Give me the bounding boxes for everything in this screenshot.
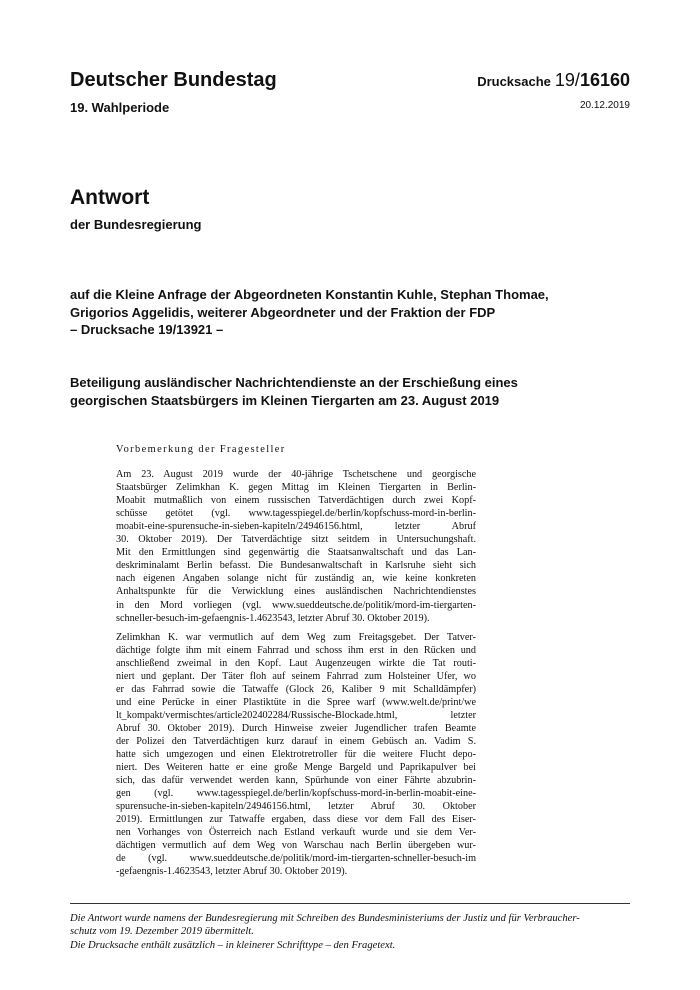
paragraph-line: dächtige folgte ihm mit einem Fahrrad und schoss ihm erst in den Rücken und	[116, 644, 476, 656]
paragraph-line: nen Vorhanges von Österreich nach Estland verkauft wurde und sie dem Ver-	[116, 827, 476, 839]
paragraph-line: Anhaltspunkte für die Verwicklung eines ausländischen Nachrichtendienstes	[116, 586, 476, 598]
legislative-period: 19. Wahlperiode	[70, 100, 170, 115]
paragraph-line: hatte sich umgezogen und einen Elektrotretroller für die weitere Flucht depo-	[116, 749, 476, 761]
paragraph-line: de (vgl. www.sueddeutsche.de/politik/mord-im-tiergarten-schneller-besuch-im	[116, 853, 476, 865]
header-left	[70, 68, 277, 116]
paragraph-line: Moabit mutmaßlich von einem russischen Tatverdächtigen durch zwei Kopf-	[116, 495, 476, 507]
paragraph-line: Abruf 30. Oktober 2019). Durch Hinweise zweier Jugendlicher trafen Beamte	[116, 722, 476, 734]
paragraph-line: der Polizei den Tatverdächtigen kurz darauf in einem Gebüsch an. Vadim S.	[116, 735, 476, 747]
paragraph-line: spurensuche-in-sieben-kapiteln/24946156.html, letzter Abruf 30. Oktober	[116, 801, 476, 813]
paragraph-line: gen (vgl. www.tagesspiegel.de/berlin/kopfschuss-mord-in-berlin-moabit-eine-	[116, 788, 476, 800]
paragraph-line: -gefaengnis-1.4623543, letzter Abruf 30. Oktober 2019).	[116, 866, 348, 878]
paragraph-line: sich, das dafür verwendet werden kann, Spürhunde von einer Fährte abzubrin-	[116, 775, 476, 787]
paragraph-1	[116, 468, 476, 625]
paragraph-line: anschließend zweimal in den Kopf. Laut Augenzeugen wirkte die Tat routi-	[116, 657, 476, 669]
preliminary-remarks	[116, 443, 476, 885]
paragraph-line: Mit den Ermittlungen sind gegenwärtig die Staatsanwaltschaft und das Lan-	[116, 547, 476, 559]
paragraph-line: lt_kompakt/vermischtes/article202402284/Russische-Blockade.html, letzter	[116, 709, 476, 721]
paragraph-line: 2019). Ermittlungen zur Tatwaffe ergaben, dass diese vor dem Fall des Eiser-	[116, 814, 476, 826]
footer-line: Die Drucksache enthält zusätzlich – in kleinerer Schrifttype – den Fragetext.	[70, 940, 396, 951]
anfrage-reference	[70, 286, 640, 339]
paragraph-line: Staatsbürger Zelimkhan K. gegen Mittag im Kleinen Tiergarten in Berlin-	[116, 482, 476, 494]
drucksache-line	[477, 70, 630, 92]
paragraph-line: niert. Des Weiteren hatte er eine große Menge Bargeld und Paprikapulver bei	[116, 762, 476, 774]
anfrage-line: Grigorios Aggelidis, weiterer Abgeordneter und der Fraktion der FDP	[70, 304, 496, 320]
paragraph-line: schneller-besuch-im-gefaengnis-1.4623543, letzter Abruf 30. Oktober 2019).	[116, 612, 430, 624]
footer-line: schutz vom 19. Dezember 2019 übermittelt.	[70, 926, 254, 937]
paragraph-line: 30. Oktober 2019). Der Tatverdächtige sitzt seitdem in Untersuchungshaft.	[116, 534, 476, 546]
drucksache-number: 16160	[579, 70, 630, 90]
footer-note	[70, 912, 630, 952]
section-heading: Vorbemerkung der Fragesteller	[116, 444, 286, 455]
document-date: 20.12.2019	[579, 100, 630, 111]
paragraph-line: Am 23. August 2019 wurde der 40-jährige Tschetschene und georgische	[116, 469, 476, 481]
footer-divider	[70, 903, 630, 904]
paragraph-line: in den Mord vorliegen (vgl. www.sueddeutsche.de/politik/mord-im-tiergarten-	[116, 599, 476, 611]
paragraph-2	[116, 631, 476, 879]
paragraph-line: deskriminalamt Berlin befasst. Die Bundesanwaltschaft in Karlsruhe sieht sich	[116, 560, 476, 572]
paragraph-line: Zelimkhan K. war vermutlich auf dem Weg zum Freitagsgebet. Der Tatver-	[116, 631, 476, 643]
anfrage-line: auf die Kleine Anfrage der Abgeordneten Konstantin Kuhle, Stephan Thomae,	[70, 287, 549, 302]
paragraph-line: moabit-eine-spurensuche-in-sieben-kapiteln/24946156.html, letzter Abruf	[116, 521, 476, 533]
drucksache-prefix: 19/	[554, 70, 580, 90]
paragraph-line: er das Fahrrad sowie die Tatwaffe (Glock 26, Kaliber 9 mit Schalldämpfer)	[116, 683, 476, 695]
drucksache-label: Drucksache	[477, 74, 551, 89]
footer-line: Die Antwort wurde namens der Bundesregierung mit Schreiben des Bundesministeriums der Justiz und für Verbraucher-	[70, 913, 580, 924]
document-issuer: der Bundesregierung	[70, 217, 202, 232]
header-right	[477, 70, 630, 112]
anfrage-line: – Drucksache 19/13921 –	[70, 322, 224, 337]
paragraph-line: schüsse getötet (vgl. www.tagesspiegel.de/berlin/kopfschuss-mord-in-berlin-	[116, 508, 476, 520]
parliament-title: Deutscher Bundestag	[70, 69, 277, 91]
paragraph-line: und eine Perücke in einer Plastiktüte in die Spree warf (www.welt.de/print/we	[116, 696, 476, 708]
document-type: Antwort	[70, 186, 150, 209]
document-subject	[70, 374, 640, 409]
paragraph-line: niert und geplant. Der Täter floh auf seinem Fahrrad zum Holsteiner Ufer, wo	[116, 670, 476, 682]
subject-line: Beteiligung ausländischer Nachrichtendienste an der Erschießung eines	[70, 375, 518, 390]
paragraph-line: dächtigen vermutlich auf dem Weg von Warschau nach Berlin übergeben wur-	[116, 840, 476, 852]
paragraph-line: nach eigenen Angaben solange nicht für zuständig an, wie keine konkreten	[116, 573, 476, 585]
subject-line: georgischen Staatsbürgers im Kleinen Tiergarten am 23. August 2019	[70, 392, 500, 408]
